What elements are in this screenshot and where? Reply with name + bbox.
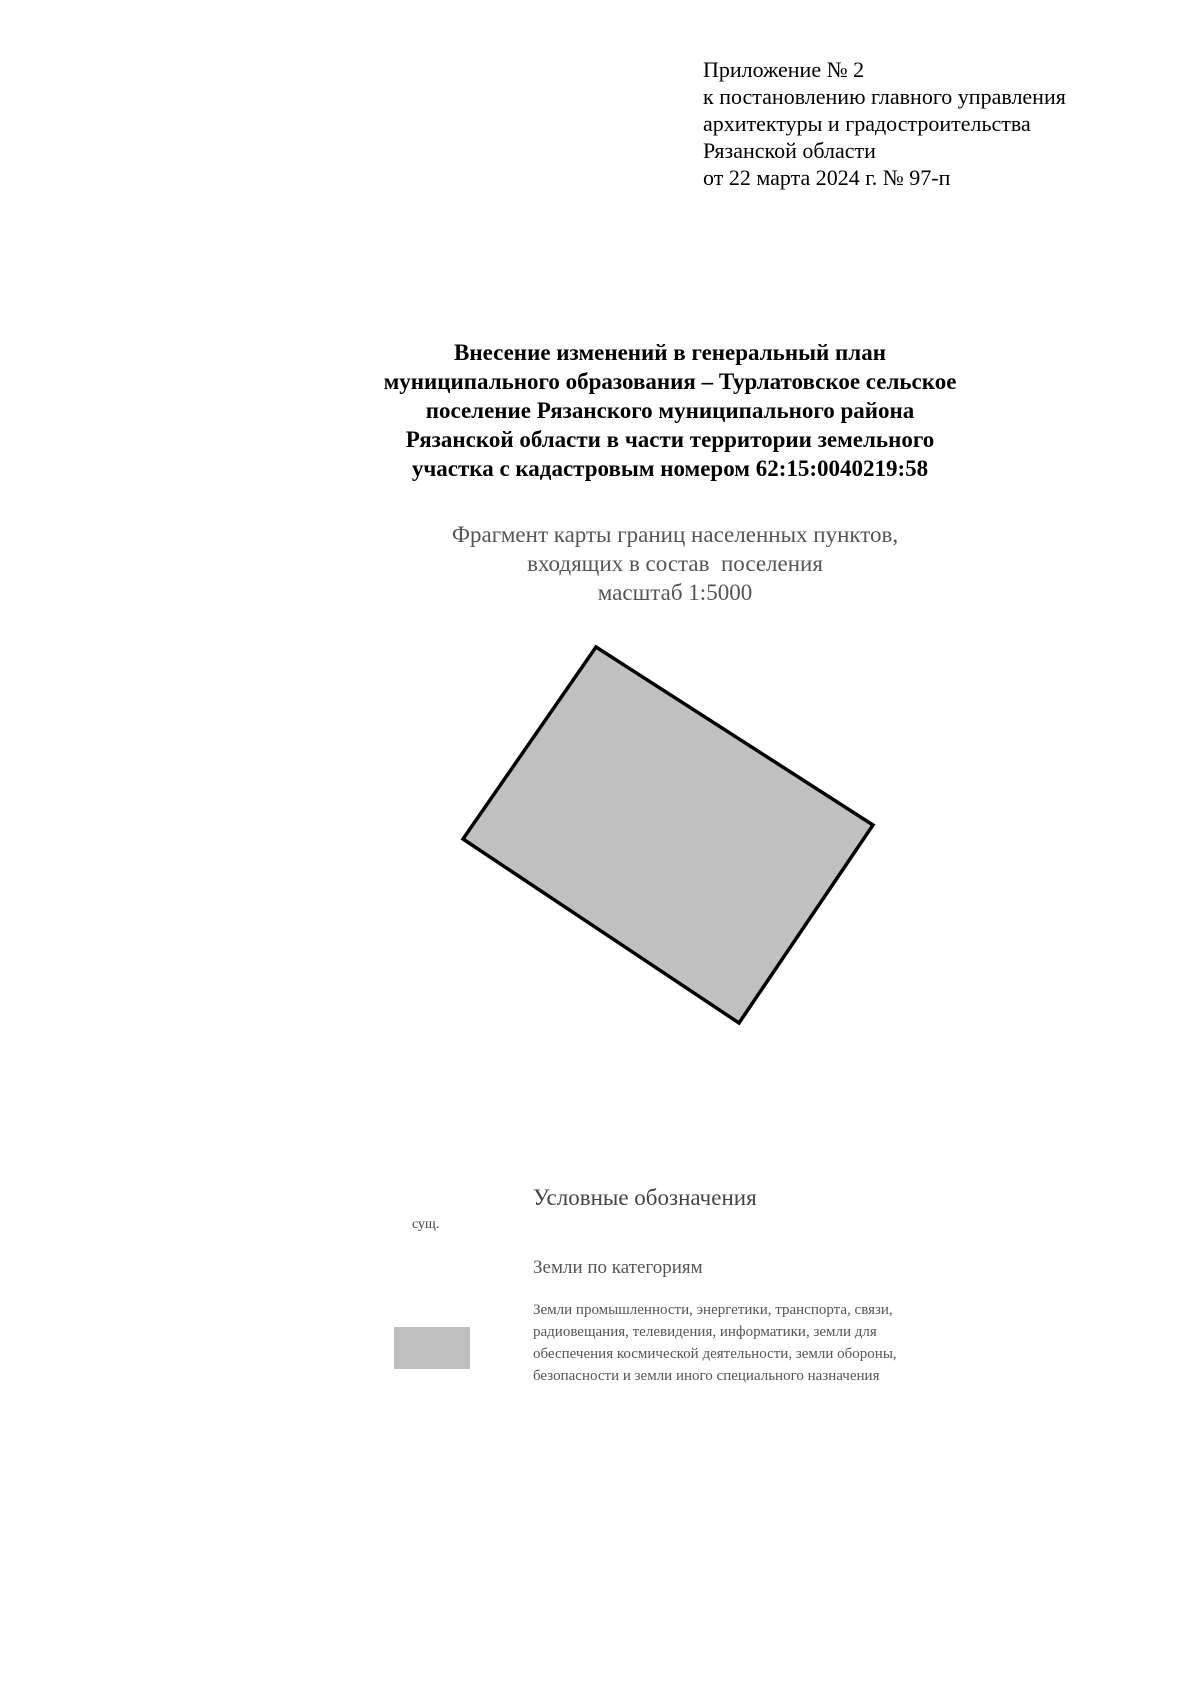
land-parcel-polygon: [463, 647, 873, 1023]
title-line: муниципального образования – Турлатовское сельское: [383, 369, 957, 394]
title-line: Рязанской области в части территории земельного: [405, 427, 935, 452]
legend-desc-line: обеспечения космической деятельности, земли обороны,: [533, 1346, 897, 1362]
appendix-line: Приложение № 2: [703, 57, 865, 82]
appendix-line: Рязанской области: [703, 138, 876, 163]
legend-title: Условные обозначения: [533, 1185, 757, 1210]
title-line: Внесение изменений в генеральный план: [454, 340, 886, 365]
legend-desc-line: Земли промышленности, энергетики, транспорта, связи,: [533, 1302, 893, 1318]
title-line: поселение Рязанского муниципального района: [425, 398, 915, 423]
legend-existing-label: сущ.: [412, 1217, 440, 1232]
subtitle-line: входящих в состав поселения: [527, 551, 823, 576]
legend-swatch: [394, 1327, 470, 1369]
appendix-line: от 22 марта 2024 г. № 97-п: [703, 165, 951, 190]
legend-group-title: Земли по категориям: [533, 1257, 703, 1278]
legend-desc-line: безопасности и земли иного специального назначения: [533, 1368, 880, 1384]
appendix-line: архитектуры и градостроительства: [703, 111, 1031, 136]
appendix-line: к постановлению главного управления: [703, 84, 1066, 109]
subtitle-line: Фрагмент карты границ населенных пунктов,: [451, 522, 899, 547]
title-line: участка с кадастровым номером 62:15:0040219:58: [411, 456, 929, 481]
subtitle-line: масштаб 1:5000: [597, 580, 753, 605]
legend-item-description: [533, 1299, 1003, 1387]
legend-desc-line: радиовещания, телевидения, информатики, земли для: [533, 1324, 877, 1340]
